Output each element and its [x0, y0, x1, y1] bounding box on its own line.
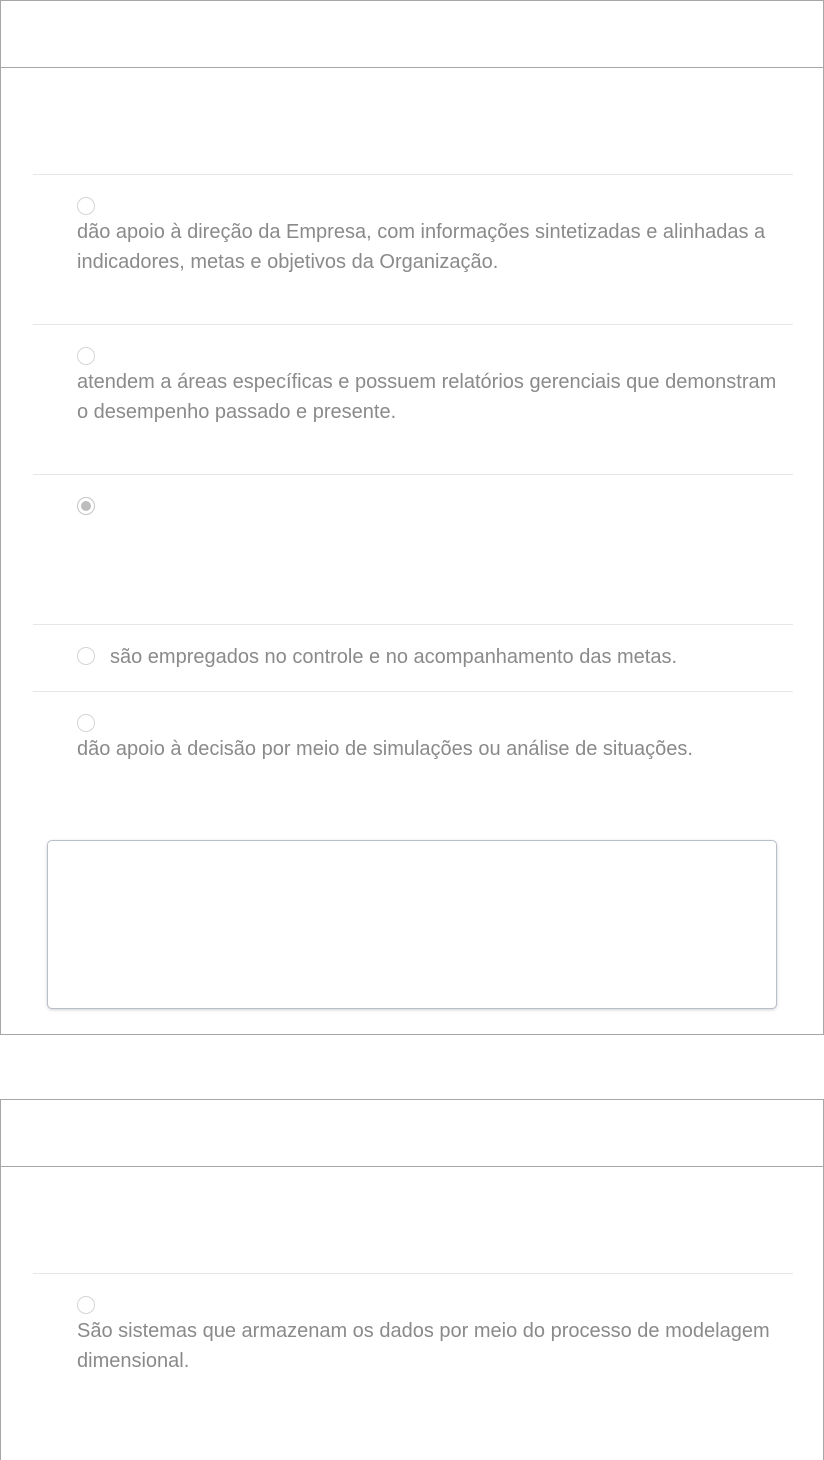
answer-option-a[interactable] — [33, 174, 793, 324]
feedback-box — [47, 840, 777, 1009]
answer-option-d[interactable] — [33, 624, 793, 691]
answer-option-text: dão apoio à direção da Empresa, com informações sintetizadas e alinhadas a indicadores, metas e objetivos da Organização. — [77, 221, 766, 273]
answer-option-text: São sistemas que armazenam os dados por meio do processo de modelagem dimensional. — [77, 1320, 770, 1372]
radio-button[interactable] — [77, 197, 95, 215]
answer-option-b[interactable] — [33, 324, 793, 474]
radio-button[interactable] — [77, 347, 95, 365]
question-card-header — [1, 1100, 823, 1167]
answer-option-text: atendem a áreas específicas e possuem relatórios gerenciais que demonstram o desempenho passado e presente. — [77, 371, 777, 423]
answer-options-list — [33, 1273, 793, 1423]
question-card-2 — [0, 1099, 824, 1460]
answer-option-c[interactable] — [33, 474, 793, 624]
answer-option-a[interactable] — [33, 1273, 793, 1423]
answer-options-list — [33, 174, 793, 831]
radio-button[interactable] — [77, 714, 95, 732]
radio-button[interactable] — [77, 647, 95, 665]
radio-button[interactable] — [77, 1296, 95, 1314]
radio-button-selected[interactable] — [77, 497, 95, 515]
question-card-header — [1, 1, 823, 68]
answer-option-e[interactable] — [33, 691, 793, 831]
answer-option-text: são empregados no controle e no acompanhamento das metas. — [110, 646, 678, 668]
answer-option-text: dão apoio à decisão por meio de simulações ou análise de situações. — [77, 738, 693, 760]
